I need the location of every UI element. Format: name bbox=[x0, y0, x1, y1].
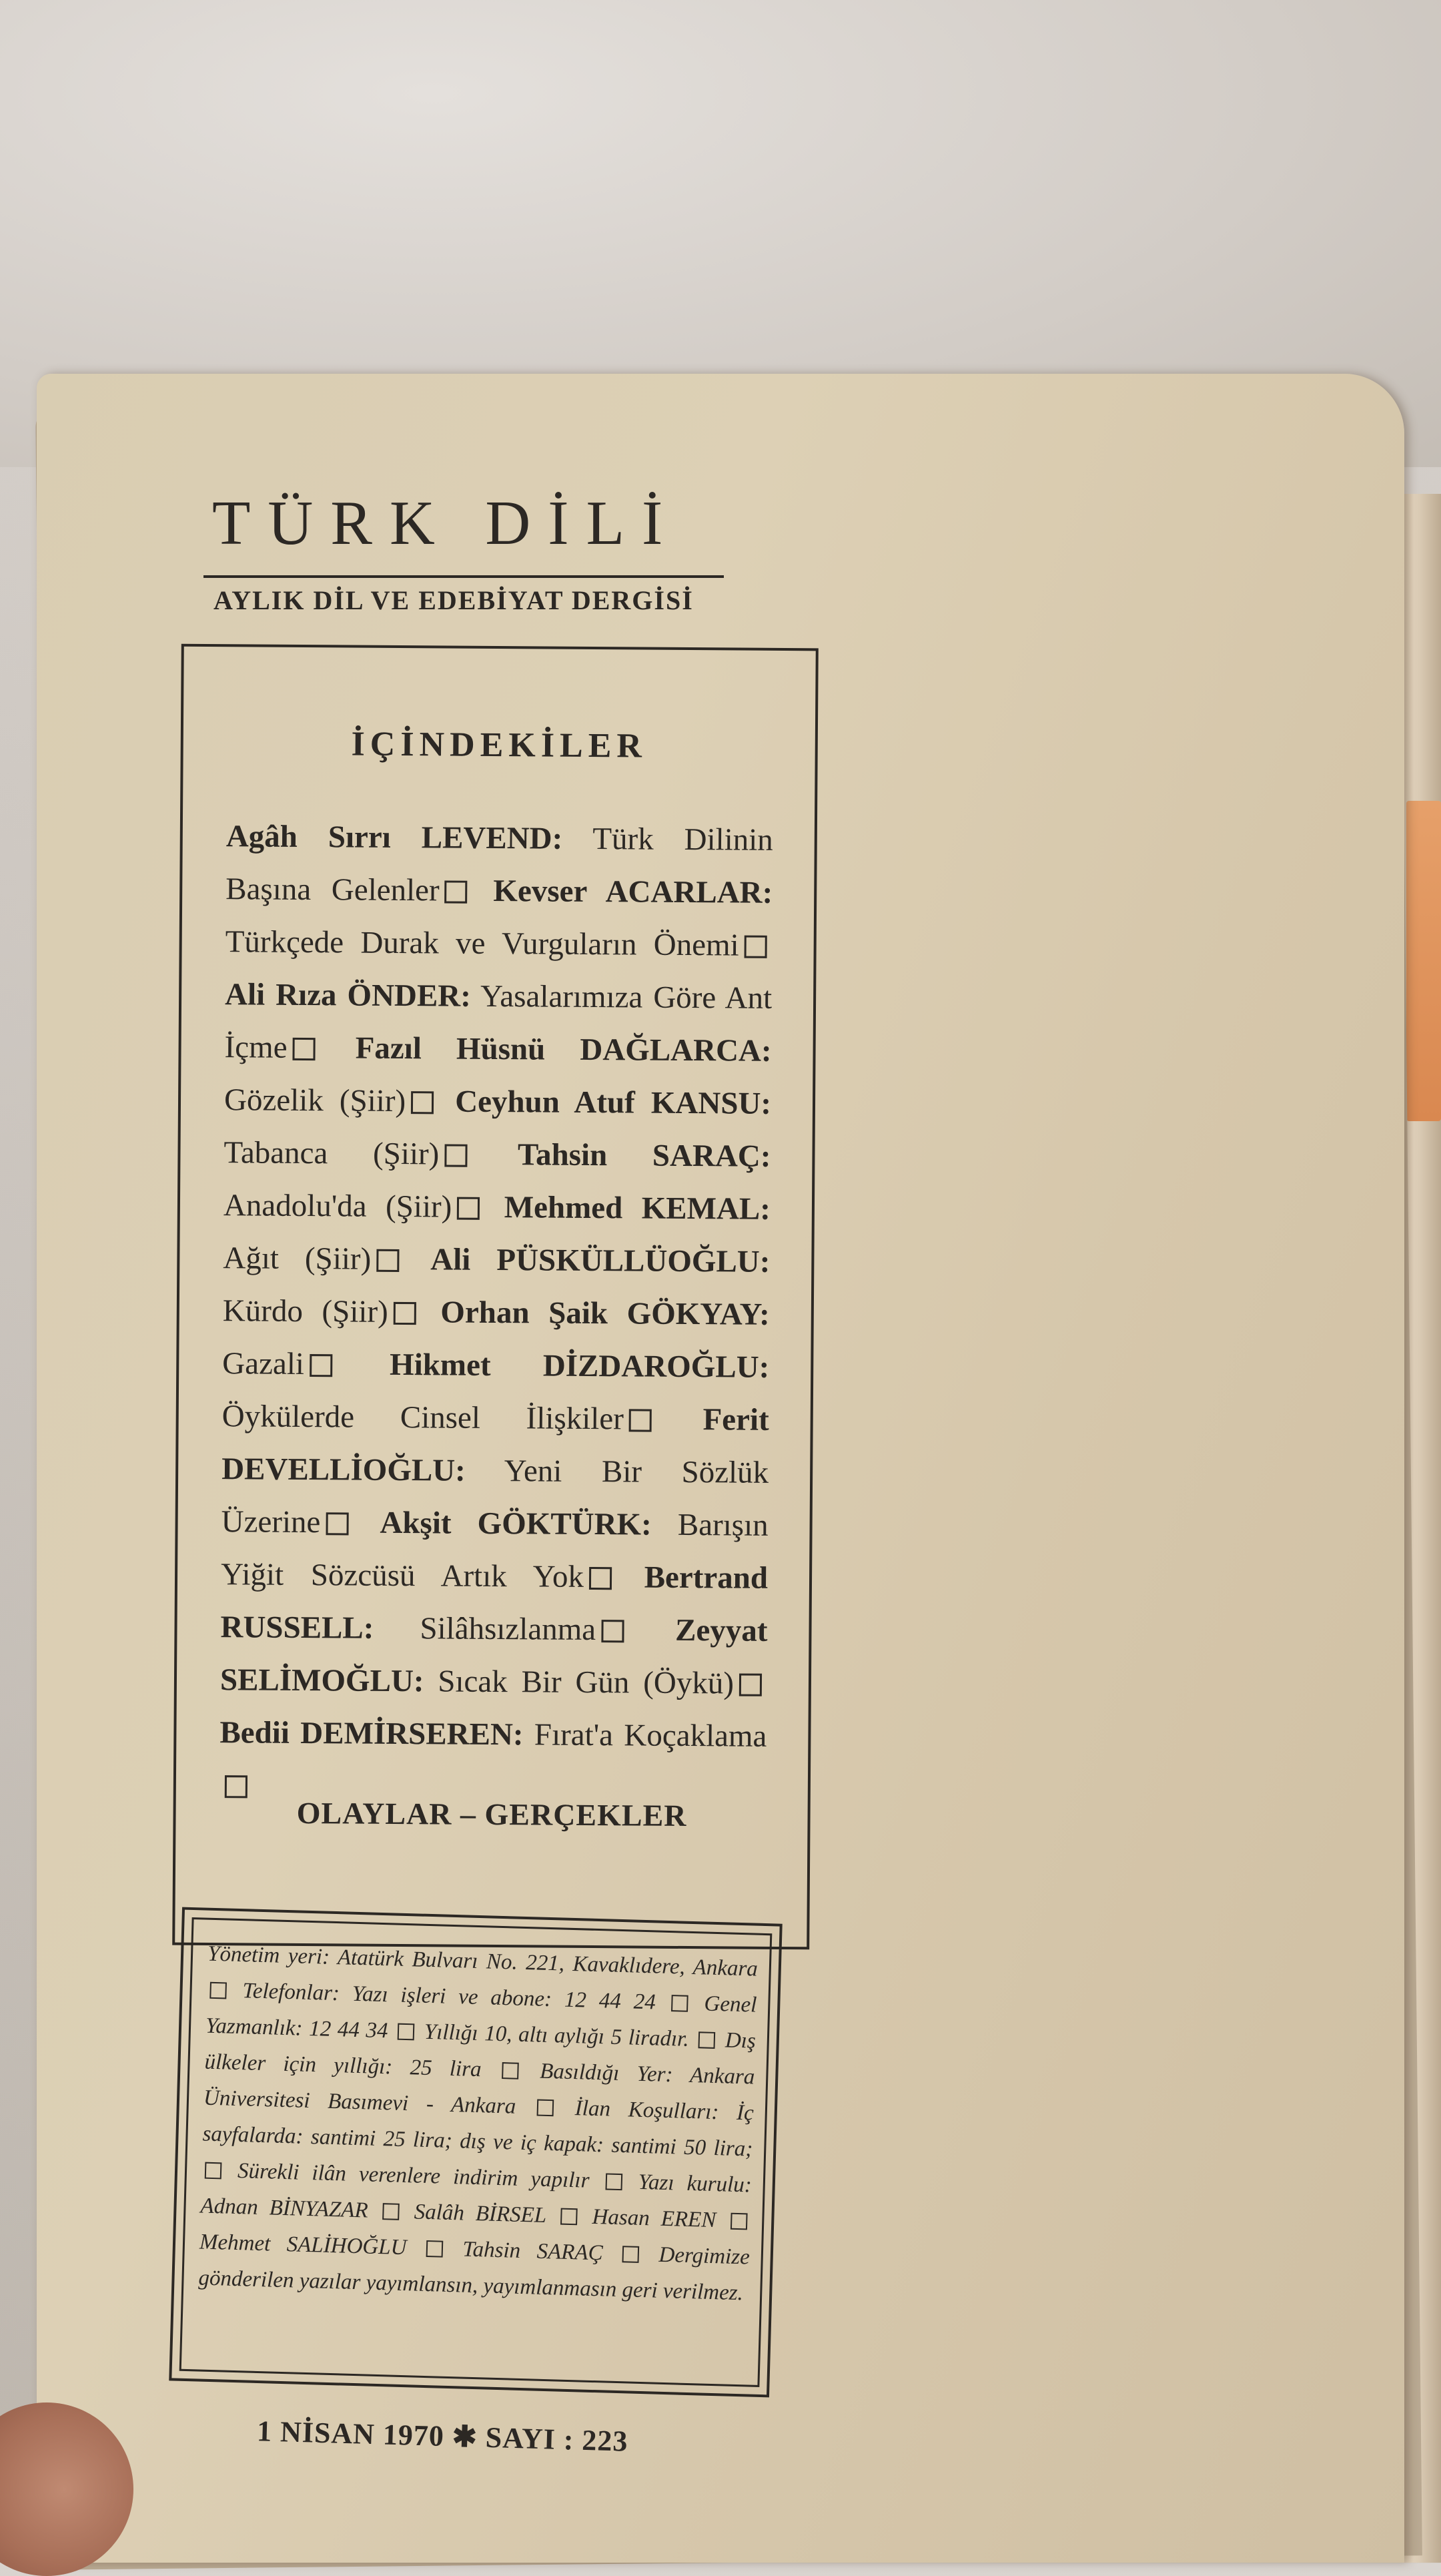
entry-author: Ali Rıza ÖNDER: bbox=[224, 977, 472, 1014]
separator-square-icon bbox=[310, 1354, 332, 1377]
separator-square-icon bbox=[629, 1409, 652, 1431]
entry-title: Kürdo (Şiir) bbox=[222, 1293, 388, 1329]
separator-square-icon bbox=[426, 2240, 444, 2258]
separator-square-icon bbox=[745, 936, 767, 958]
contents-footer: OLAYLAR – GERÇEKLER bbox=[296, 1795, 687, 1833]
contents-entry bbox=[219, 1715, 767, 1803]
entry-title: Gözelik (Şiir) bbox=[223, 1082, 406, 1119]
separator-square-icon bbox=[326, 1512, 348, 1535]
entry-author: Ali PÜSKÜLLÜOĞLU: bbox=[430, 1242, 771, 1279]
entry-author: Mehmed KEMAL: bbox=[504, 1190, 771, 1227]
entry-author: Tahsin SARAÇ: bbox=[517, 1137, 771, 1174]
entry-author: Bedii DEMİRSEREN: bbox=[219, 1715, 524, 1752]
entry-author: Agâh Sırrı LEVEND: bbox=[225, 819, 563, 856]
separator-square-icon bbox=[589, 1567, 612, 1590]
contents-heading: İÇİNDEKİLER bbox=[351, 725, 648, 765]
separator-square-icon bbox=[411, 1091, 434, 1114]
entry-author: Fazıl Hüsnü DAĞLARCA: bbox=[355, 1030, 772, 1068]
entry-title: Yeni Bir Sözlük Üzerine bbox=[221, 1453, 769, 1540]
entry-title: Yasalarımıza Göre Ant İçme bbox=[224, 978, 773, 1065]
adjacent-book-label bbox=[1406, 801, 1441, 1121]
separator-square-icon bbox=[209, 1982, 227, 1999]
separator-square-icon bbox=[739, 1674, 762, 1696]
separator-square-icon bbox=[398, 2023, 415, 2041]
separator-square-icon bbox=[457, 1197, 480, 1220]
separator-square-icon bbox=[205, 2162, 222, 2180]
separator-square-icon bbox=[445, 880, 468, 903]
separator-square-icon bbox=[444, 1144, 467, 1167]
entry-author: Akşit GÖKTÜRK: bbox=[380, 1505, 652, 1542]
entry-title: Gazali bbox=[222, 1346, 305, 1382]
entry-title: Fırat'a Koçaklama bbox=[523, 1717, 767, 1754]
separator-square-icon bbox=[671, 1995, 688, 2012]
separator-square-icon bbox=[502, 2062, 520, 2079]
separator-square-icon bbox=[537, 2100, 554, 2117]
entry-title: Silâhsızlanma bbox=[374, 1610, 596, 1648]
entry-author: Bertrand RUSSELL: bbox=[220, 1560, 769, 1646]
entry-title: Sıcak Bir Gün (Öykü) bbox=[424, 1664, 735, 1701]
entry-author: Ferit DEVELLİOĞLU: bbox=[221, 1402, 769, 1488]
entry-author: Zeyyat SELİMOĞLU: bbox=[219, 1612, 768, 1699]
magazine-subtitle: AYLIK DİL VE EDEBİYAT DERGİSİ bbox=[213, 585, 694, 615]
separator-square-icon bbox=[731, 2213, 748, 2230]
separator-square-icon bbox=[382, 2203, 400, 2220]
entry-title: Barışın Yiğit Sözcüsü Artık Yok bbox=[220, 1507, 769, 1594]
contents-box bbox=[172, 644, 819, 1950]
separator-square-icon bbox=[376, 1249, 399, 1272]
masthead-rule bbox=[203, 575, 724, 578]
entry-title: Ağıt (Şiir) bbox=[223, 1241, 372, 1277]
entry-title: Tabanca (Şiir) bbox=[223, 1135, 440, 1172]
publication-info-text: Yönetim yeri: Atatürk Bulvarı No. 221, Kavaklıdere, Ankara Telefonlar: Yazı işleri ve abone: 12 44 24 Genel Yazmanlık: 12 44 34 Yıllığı 10, altı aylığı 5 liradır. Dış ülkeler için yıllığı: 25 lira Basıldığı Yer: Ankara Üniversitesi Basımevi - Ankara İlan Koşulları: İç sayfalarda: santimi 25 lira; dış ve iç kapak: santimi 50 lira; Sürekli ilân verenlere indirim yapılır Yazı kurulu: Adnan BİNYAZAR Salâh BİRSEL Hasan EREN Mehmet SALİHOĞLU Tahsin SARAÇ Dergimize gönderilen yazılar yayımlansın, yayımlanmasın geri verilmez. bbox=[198, 1941, 759, 2306]
separator-square-icon bbox=[560, 2208, 578, 2226]
entry-author: Orhan Şaik GÖKYAY: bbox=[440, 1295, 771, 1332]
issue-date-number: 1 NİSAN 1970 ✱ SAYI : 223 bbox=[256, 2414, 629, 2458]
entry-title: Öykülerde Cinsel İlişkiler bbox=[221, 1399, 624, 1437]
contents-list bbox=[219, 810, 773, 1816]
separator-square-icon bbox=[601, 1620, 624, 1642]
entry-title: Türk Dilinin Başına Gelenler bbox=[225, 821, 773, 908]
separator-square-icon bbox=[292, 1038, 315, 1060]
entry-author: Hikmet DİZDAROĞLU: bbox=[389, 1347, 770, 1385]
separator-square-icon bbox=[394, 1302, 416, 1325]
entry-title: Anadolu'da (Şiir) bbox=[223, 1188, 452, 1225]
entry-author: Kevser ACARLAR: bbox=[493, 873, 773, 910]
entry-title: Türkçede Durak ve Vurguların Önemi bbox=[225, 924, 739, 963]
entry-author: Ceyhun Atuf KANSU: bbox=[455, 1084, 772, 1121]
magazine-title: TÜRK DİLİ bbox=[212, 489, 680, 558]
separator-square-icon bbox=[605, 2173, 622, 2190]
separator-square-icon bbox=[622, 2246, 640, 2263]
separator-square-icon bbox=[698, 2031, 716, 2049]
publication-info-box bbox=[169, 1907, 782, 2398]
